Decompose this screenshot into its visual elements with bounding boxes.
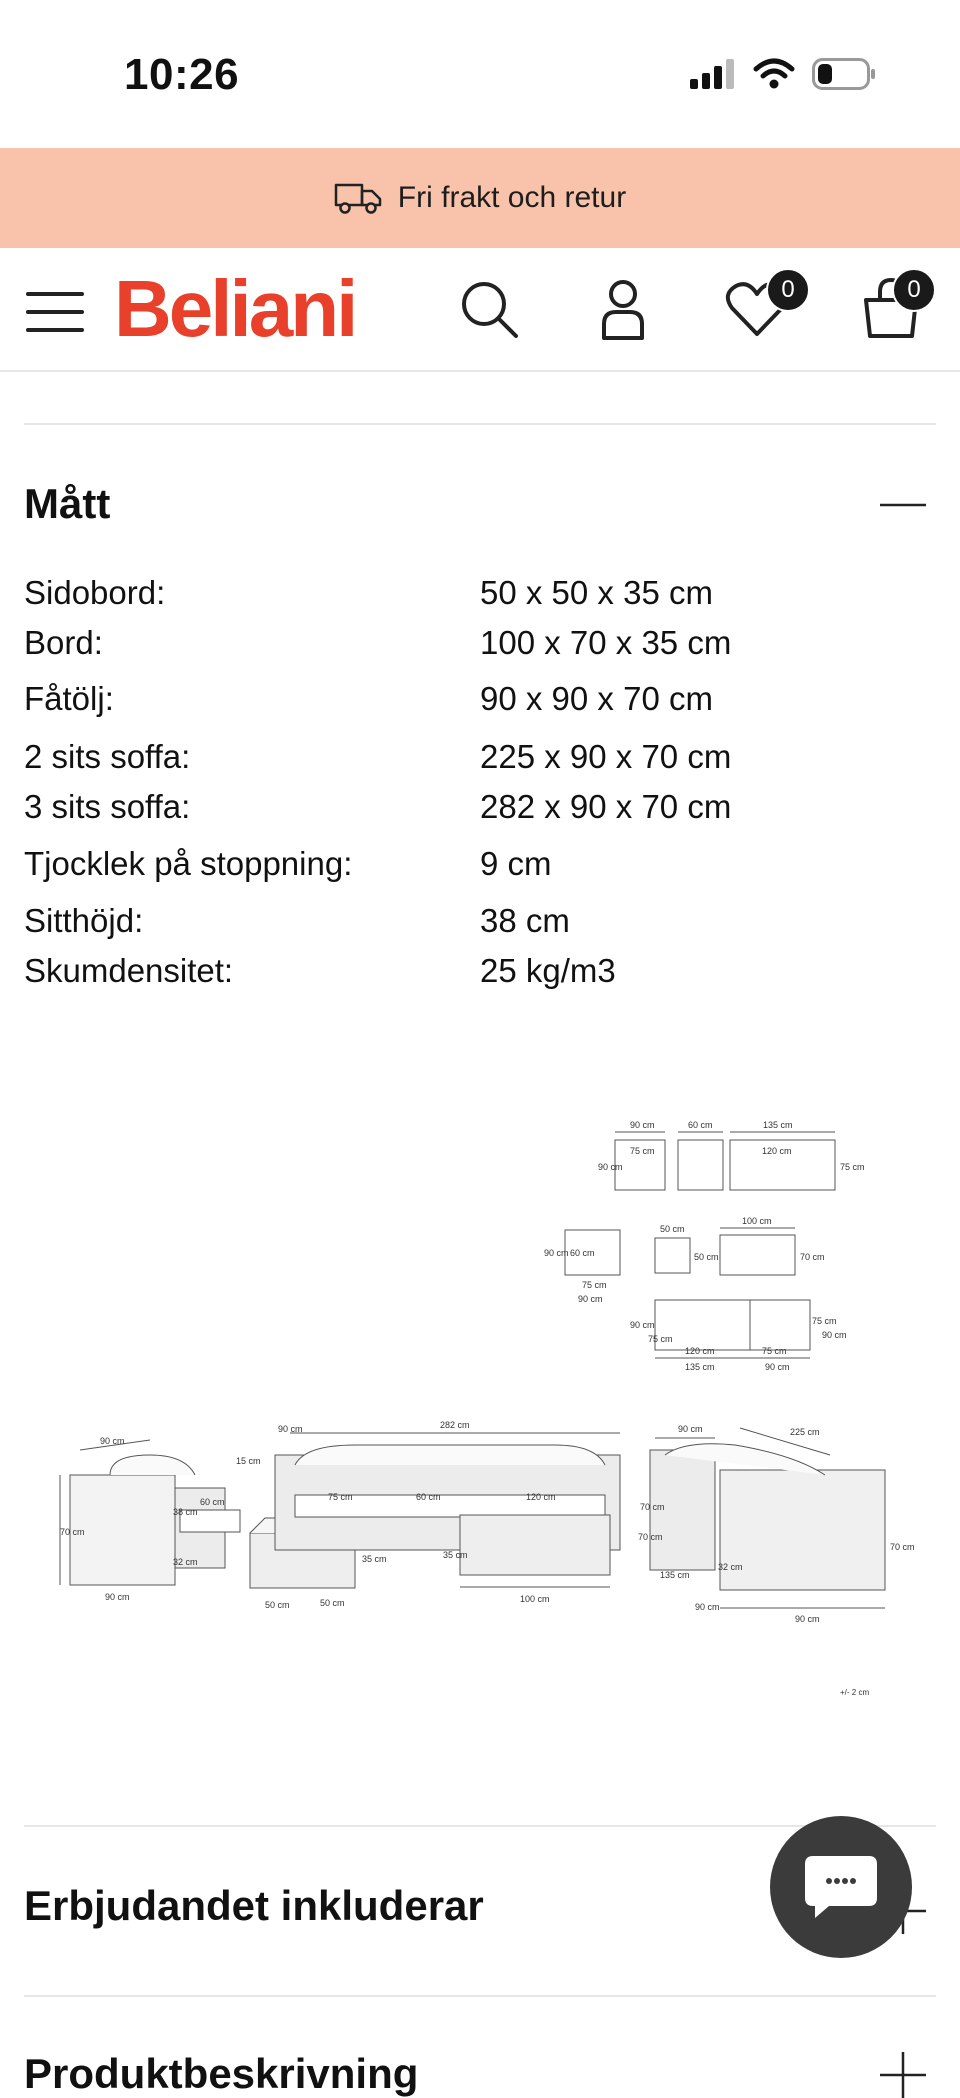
diagram-label: 50 cm: [265, 1600, 290, 1610]
diagram-label: 60 cm: [688, 1120, 713, 1130]
spec-label: Sitthöjd:: [24, 902, 144, 939]
dimensions-title: Mått: [24, 480, 111, 527]
account-icon[interactable]: [590, 276, 656, 342]
spec-value: 90 x 90 x 70 cm: [480, 680, 713, 717]
diagram-label: 90 cm: [765, 1362, 790, 1372]
diagram-label: 120 cm: [762, 1146, 792, 1156]
diagram-label: 120 cm: [685, 1346, 715, 1356]
diagram-label: 90 cm: [105, 1592, 130, 1602]
diagram-label: 90 cm: [630, 1320, 655, 1330]
diagram-label: 75 cm: [630, 1146, 655, 1156]
spec-label: Fåtölj:: [24, 680, 114, 717]
status-time: 10:26: [124, 50, 240, 99]
spec-value: 38 cm: [480, 902, 570, 939]
spec-label: Bord:: [24, 624, 103, 661]
diagram-label: 100 cm: [520, 1594, 550, 1604]
spec-value: 282 x 90 x 70 cm: [480, 788, 732, 825]
spec-label: Tjocklek på stoppning:: [24, 845, 353, 882]
hamburger-menu-icon[interactable]: [26, 290, 84, 334]
diagram-label: 60 cm: [570, 1248, 595, 1258]
diagram-label: 90 cm: [630, 1120, 655, 1130]
diagram-label: 90 cm: [695, 1602, 720, 1612]
wishlist-count-badge: 0: [766, 268, 810, 312]
cart-count-badge: 0: [892, 268, 936, 312]
divider: [24, 1825, 936, 1827]
spec-label: Skumdensitet:: [24, 952, 234, 989]
diagram-label: 90 cm: [544, 1248, 569, 1258]
diagram-label: 35 cm: [362, 1554, 387, 1564]
spec-label: 3 sits soffa:: [24, 788, 191, 825]
diagram-label: 135 cm: [685, 1362, 715, 1372]
spec-value: 225 x 90 x 70 cm: [480, 738, 732, 775]
diagram-label: 75 cm: [840, 1162, 865, 1172]
diagram-label: 90 cm: [795, 1614, 820, 1624]
chat-bubble-icon: [803, 1854, 879, 1920]
diagram-label: 90 cm: [100, 1436, 125, 1446]
divider: [24, 1995, 936, 1997]
diagram-label: 135 cm: [763, 1120, 793, 1130]
diagram-label: 282 cm: [440, 1420, 470, 1430]
diagram-label: 90 cm: [278, 1424, 303, 1434]
promo-banner[interactable]: [0, 148, 960, 248]
tolerance-note: +/- 2 cm: [840, 1688, 870, 1697]
diagram-label: 70 cm: [800, 1252, 825, 1262]
chat-button[interactable]: [770, 1816, 912, 1958]
diagram-label: 75 cm: [812, 1316, 837, 1326]
diagram-label: 100 cm: [742, 1216, 772, 1226]
wifi-icon: [754, 59, 794, 89]
diagram-label: 75 cm: [328, 1492, 353, 1502]
diagram-label: 15 cm: [236, 1456, 261, 1466]
diagram-label: 120 cm: [526, 1492, 556, 1502]
diagram-label: 38 cm: [173, 1507, 198, 1517]
divider: [24, 423, 936, 425]
spec-label: Sidobord:: [24, 574, 166, 611]
site-header: [0, 248, 960, 372]
diagram-label: 75 cm: [648, 1334, 673, 1344]
spec-value: 50 x 50 x 35 cm: [480, 574, 713, 611]
expand-plus-icon[interactable]: [880, 2052, 926, 2098]
diagram-label: 90 cm: [598, 1162, 623, 1172]
diagram-label: 50 cm: [320, 1598, 345, 1608]
diagram-label: 70 cm: [60, 1527, 85, 1537]
diagram-label: 225 cm: [790, 1427, 820, 1437]
diagram-label: 35 cm: [443, 1550, 468, 1560]
diagram-label: 70 cm: [890, 1542, 915, 1552]
diagram-label: 32 cm: [173, 1557, 198, 1567]
diagram-label: 75 cm: [582, 1280, 607, 1290]
diagram-label: 60 cm: [416, 1492, 441, 1502]
spec-value: 100 x 70 x 35 cm: [480, 624, 732, 661]
search-icon[interactable]: [456, 276, 522, 342]
battery-icon: [812, 58, 876, 90]
diagram-label: 70 cm: [640, 1502, 665, 1512]
signal-icon: [690, 59, 736, 89]
diagram-label: 70 cm: [638, 1532, 663, 1542]
description-section-title[interactable]: Produktbeskrivning: [24, 2050, 419, 2097]
status-bar: [0, 0, 960, 148]
diagram-label: 90 cm: [678, 1424, 703, 1434]
promo-text: Fri frakt och retur: [397, 181, 627, 214]
diagram-label: 50 cm: [694, 1252, 719, 1262]
spec-label: 2 sits soffa:: [24, 738, 191, 775]
spec-value: 25 kg/m3: [480, 952, 616, 989]
truck-icon: [334, 181, 382, 215]
furniture-dimension-drawing: [50, 1110, 915, 1710]
diagram-label: 90 cm: [822, 1330, 847, 1340]
diagram-label: 135 cm: [660, 1570, 690, 1580]
spec-value: 9 cm: [480, 845, 552, 882]
collapse-minus-icon[interactable]: [880, 482, 926, 528]
status-icons: [690, 54, 876, 94]
diagram-label: 50 cm: [660, 1224, 685, 1234]
diagram-label: 90 cm: [578, 1294, 603, 1304]
beliani-logo[interactable]: Beliani: [114, 264, 356, 353]
diagram-label: 75 cm: [762, 1346, 787, 1356]
diagram-label: 60 cm: [200, 1497, 225, 1507]
diagram-label: 32 cm: [718, 1562, 743, 1572]
offer-section-title[interactable]: Erbjudandet inkluderar: [24, 1882, 484, 1929]
